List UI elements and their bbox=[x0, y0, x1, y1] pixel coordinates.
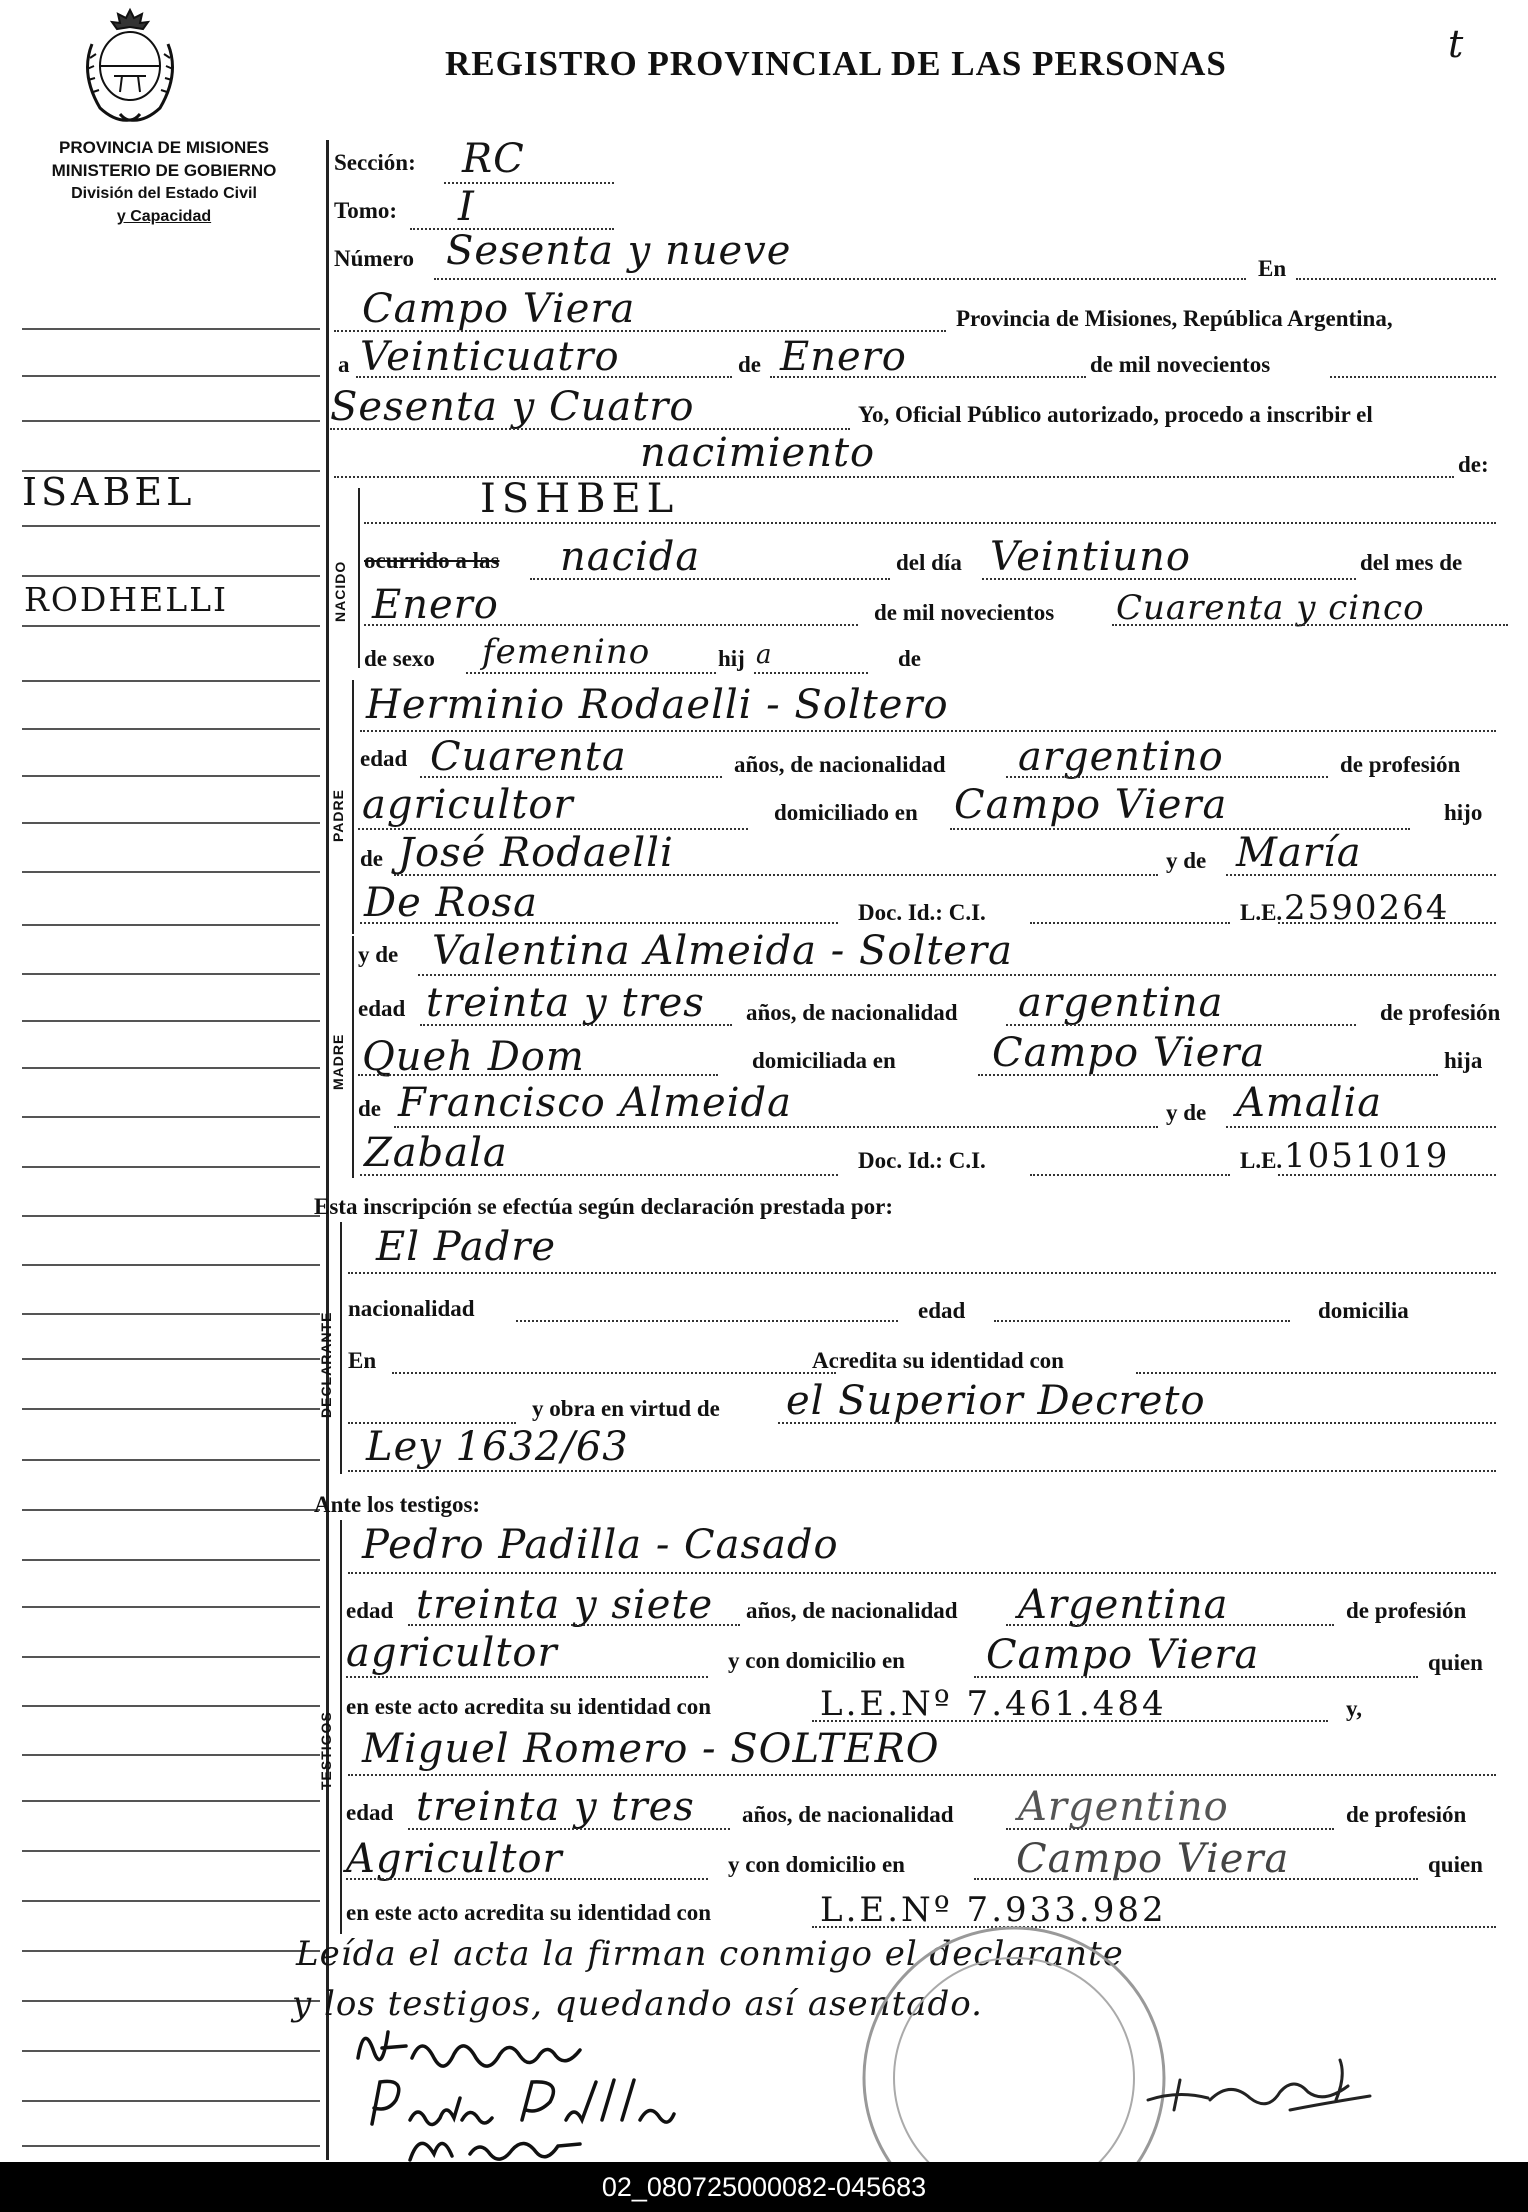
document-title: REGISTRO PROVINCIAL DE LAS PERSONAS bbox=[445, 44, 1227, 83]
office-block bbox=[14, 136, 314, 228]
testigo1-domicilio: Campo Viera bbox=[986, 1632, 1260, 1678]
margin-line bbox=[22, 1358, 320, 1360]
margin-line bbox=[22, 924, 320, 926]
testigo2-id: L.E.Nº 7.933.982 bbox=[820, 1890, 1167, 1930]
acto-label: en este acto acredita su identidad con bbox=[346, 1900, 712, 1925]
margin-line bbox=[22, 1215, 320, 1217]
margin-line bbox=[22, 1606, 320, 1608]
testigo2-nacionalidad: Argentino bbox=[1018, 1784, 1229, 1830]
madre-rule bbox=[352, 936, 354, 1178]
padre-padre: José Rodaelli bbox=[398, 830, 674, 876]
margin-line bbox=[22, 2000, 320, 2002]
main-rule bbox=[326, 140, 329, 2160]
anios-label: años, de nacionalidad bbox=[734, 752, 946, 777]
margin-surname: RODHELLI bbox=[24, 580, 229, 619]
hij-label: hij bbox=[718, 646, 745, 671]
closing-line-1: Leída el acta la firman conmigo el declarante bbox=[296, 1934, 1124, 1974]
sexo-label: de sexo bbox=[364, 646, 435, 671]
closing-line-2: y los testigos, quedando así asentado. bbox=[292, 1984, 983, 2024]
nacido-rule bbox=[358, 488, 360, 668]
margin-line bbox=[22, 1264, 320, 1266]
y-de-label: y de bbox=[358, 942, 399, 967]
doc-label: Doc. Id.: C.I. bbox=[858, 900, 986, 925]
testigo2-profesion: Agricultor bbox=[346, 1836, 563, 1882]
domiciliada-label: domiciliada en bbox=[752, 1048, 896, 1073]
testigo2-nombre: Miguel Romero - SOLTERO bbox=[362, 1726, 940, 1772]
margin-line bbox=[22, 1067, 320, 1069]
a-label: a bbox=[338, 352, 350, 377]
margin-line bbox=[22, 375, 320, 377]
declarante-nombre: El Padre bbox=[376, 1224, 557, 1270]
domiciliado-label: domiciliado en bbox=[774, 800, 918, 825]
padre-nombre: Herminio Rodaelli - Soltero bbox=[366, 682, 949, 728]
de-label: de bbox=[738, 352, 761, 377]
office-capacity: y Capacidad bbox=[116, 208, 212, 225]
seccion-value: RC bbox=[462, 136, 525, 182]
dia-registro: Veinticuatro bbox=[360, 334, 620, 380]
nacido-anio: Cuarenta y cinco bbox=[1116, 588, 1425, 628]
margin-line bbox=[22, 1509, 320, 1511]
file-id-bar: 02_080725000082-045683 bbox=[0, 2162, 1528, 2212]
margin-line bbox=[22, 1656, 320, 1658]
signature-padre bbox=[352, 2018, 632, 2078]
nacido-mes: Enero bbox=[372, 582, 499, 628]
anio-registro: Sesenta y Cuatro bbox=[330, 384, 695, 430]
y-de-label: y de bbox=[1166, 848, 1207, 873]
testigo2-domicilio: Campo Viera bbox=[1016, 1836, 1290, 1882]
corner-mark: t bbox=[1448, 22, 1465, 66]
testigo1-nacionalidad: Argentina bbox=[1018, 1582, 1229, 1628]
margin-line bbox=[22, 2145, 320, 2147]
yo-oficial-label: Yo, Oficial Público autorizado, procedo a inscribir el bbox=[858, 402, 1373, 427]
le-label: L.E. bbox=[1240, 900, 1283, 925]
official-stamp bbox=[844, 1908, 1184, 2168]
margin-line bbox=[22, 1020, 320, 1022]
acredita-label: Acredita su identidad con bbox=[812, 1348, 1064, 1373]
madre-nombre: Valentina Almeida - Soltera bbox=[432, 928, 1013, 974]
margin-line bbox=[22, 1166, 320, 1168]
testigo1-id: L.E.Nº 7.461.484 bbox=[820, 1684, 1167, 1724]
testigo1-profesion: agricultor bbox=[346, 1630, 558, 1676]
mil2-label: de mil novecientos bbox=[874, 600, 1055, 625]
ocurrido-label: ocurrido a las bbox=[364, 548, 500, 573]
ante-label: Ante los testigos: bbox=[314, 1492, 481, 1517]
margin-line bbox=[22, 2100, 320, 2102]
margin-line bbox=[22, 680, 320, 682]
coat-of-arms bbox=[70, 4, 190, 132]
margin-line bbox=[22, 973, 320, 975]
section-padre: PADRE bbox=[330, 789, 346, 842]
office-province: PROVINCIA DE MISIONES bbox=[58, 138, 269, 157]
nacido-hora: nacida bbox=[560, 534, 701, 580]
anios-label: años, de nacionalidad bbox=[746, 1000, 958, 1025]
del-mes-label: del mes de bbox=[1360, 550, 1463, 575]
profesion-label: de profesión bbox=[1340, 752, 1461, 777]
madre-madre-b: Zabala bbox=[364, 1130, 508, 1176]
edad-label: edad bbox=[360, 746, 408, 771]
margin-first-name: ISABEL bbox=[22, 470, 196, 514]
le-label: L.E. bbox=[1240, 1148, 1283, 1173]
margin-line bbox=[22, 1900, 320, 1902]
section-nacido: NACIDO bbox=[332, 560, 348, 622]
del-dia-label: del día bbox=[896, 550, 962, 575]
de-label: de bbox=[898, 646, 921, 671]
con-domicilio-label: y con domicilio en bbox=[728, 1648, 905, 1673]
padre-domicilio: Campo Viera bbox=[954, 782, 1228, 828]
edad-label: edad bbox=[346, 1598, 394, 1623]
margin-line bbox=[22, 1559, 320, 1561]
margin-line bbox=[22, 728, 320, 730]
madre-nacionalidad: argentina bbox=[1018, 980, 1224, 1026]
margin-line bbox=[22, 328, 320, 330]
nacido-nombre: ISHBEL bbox=[480, 476, 680, 522]
de-label: de bbox=[358, 1096, 381, 1121]
y-de-label: y de bbox=[1166, 1100, 1207, 1125]
testigo1-nombre: Pedro Padilla - Casado bbox=[362, 1522, 839, 1568]
section-declarante: DECLARANTE bbox=[318, 1311, 334, 1418]
virtud-label: y obra en virtud de bbox=[532, 1396, 720, 1421]
profesion-label: de profesión bbox=[1380, 1000, 1501, 1025]
madre-madre-a: Amalia bbox=[1236, 1080, 1383, 1126]
nacido-sexo: femenino bbox=[482, 632, 651, 672]
padre-le: 2590264 bbox=[1284, 888, 1450, 928]
padre-edad: Cuarenta bbox=[430, 734, 627, 780]
quien-label: quien bbox=[1428, 1650, 1483, 1675]
padre-nacionalidad: argentino bbox=[1018, 734, 1224, 780]
quien-label: quien bbox=[1428, 1852, 1483, 1877]
signature-oficial bbox=[1140, 2040, 1440, 2130]
madre-profesion: Queh Dom bbox=[362, 1034, 585, 1080]
margin-line bbox=[22, 1459, 320, 1461]
en-label: En bbox=[348, 1348, 377, 1373]
margin-line bbox=[22, 822, 320, 824]
doc-label: Doc. Id.: C.I. bbox=[858, 1148, 986, 1173]
tomo-label: Tomo: bbox=[334, 198, 398, 223]
margin-line bbox=[22, 1705, 320, 1707]
profesion-label: de profesión bbox=[1346, 1802, 1467, 1827]
declarante-virtud: el Superior Decreto bbox=[786, 1378, 1206, 1424]
margin-line bbox=[22, 1408, 320, 1410]
margin-line bbox=[22, 625, 320, 627]
anios-label: años, de nacionalidad bbox=[746, 1598, 958, 1623]
margin-line bbox=[22, 1800, 320, 1802]
signature-testigo2 bbox=[400, 2124, 660, 2162]
madre-edad: treinta y tres bbox=[426, 980, 705, 1026]
con-domicilio-label: y con domicilio en bbox=[728, 1852, 905, 1877]
padre-profesion: agricultor bbox=[362, 782, 574, 828]
profesion-label: de profesión bbox=[1346, 1598, 1467, 1623]
numero-label: Número bbox=[334, 246, 415, 271]
testigo1-edad: treinta y siete bbox=[416, 1582, 714, 1628]
padre-rule bbox=[352, 680, 354, 934]
y-label: y, bbox=[1346, 1696, 1362, 1721]
mes-registro: Enero bbox=[780, 334, 907, 380]
madre-le: 1051019 bbox=[1284, 1136, 1450, 1176]
hijo-label: hijo bbox=[1444, 800, 1483, 825]
mil-label: de mil novecientos bbox=[1090, 352, 1271, 377]
margin-line bbox=[22, 1313, 320, 1315]
edad-label: edad bbox=[918, 1298, 966, 1323]
inscripcion-label: Esta inscripción se efectúa según declaración prestada por: bbox=[314, 1194, 894, 1219]
margin-line bbox=[22, 525, 320, 527]
margin-line bbox=[22, 1754, 320, 1756]
seccion-label: Sección: bbox=[334, 150, 416, 175]
madre-domicilio: Campo Viera bbox=[992, 1030, 1266, 1076]
declarante-rule bbox=[340, 1222, 342, 1474]
acto-label: en este acto acredita su identidad con bbox=[346, 1694, 712, 1719]
en-label: En bbox=[1258, 256, 1287, 281]
provincia-label: Provincia de Misiones, República Argentina, bbox=[956, 306, 1393, 331]
edad-label: edad bbox=[358, 996, 406, 1021]
nacido-dia: Veintiuno bbox=[990, 534, 1191, 580]
margin-line bbox=[22, 871, 320, 873]
acto-value: nacimiento bbox=[640, 430, 876, 476]
margin-line bbox=[22, 1116, 320, 1118]
margin-line bbox=[22, 575, 320, 577]
margin-line bbox=[22, 420, 320, 422]
tomo-value: I bbox=[458, 184, 475, 230]
hija-label: hija bbox=[1444, 1048, 1483, 1073]
numero-value: Sesenta y nueve bbox=[446, 228, 792, 274]
domicilia-label: domicilia bbox=[1318, 1298, 1409, 1323]
anios-label: años, de nacionalidad bbox=[742, 1802, 954, 1827]
padre-madre-a: María bbox=[1236, 830, 1362, 876]
margin-line bbox=[22, 2050, 320, 2052]
section-testigos: TESTIGOS bbox=[318, 1711, 334, 1790]
padre-madre-b: De Rosa bbox=[364, 880, 539, 926]
nacido-hij-suffix: a bbox=[756, 640, 773, 670]
edad-label: edad bbox=[346, 1800, 394, 1825]
margin-line bbox=[22, 1950, 320, 1952]
margin-line bbox=[22, 1850, 320, 1852]
margin-line bbox=[22, 775, 320, 777]
madre-padre: Francisco Almeida bbox=[398, 1080, 792, 1126]
section-madre: MADRE bbox=[330, 1033, 346, 1090]
office-ministry: MINISTERIO DE GOBIERNO bbox=[51, 161, 277, 180]
declarante-ley: Ley 1632/63 bbox=[366, 1424, 629, 1470]
de-colon-label: de: bbox=[1458, 452, 1489, 477]
lugar-value: Campo Viera bbox=[362, 286, 636, 332]
testigo2-edad: treinta y tres bbox=[416, 1784, 695, 1830]
nacionalidad-label: nacionalidad bbox=[348, 1296, 475, 1321]
testigos-rule bbox=[340, 1520, 342, 1934]
de-label: de bbox=[360, 846, 383, 871]
office-division: División del Estado Civil bbox=[71, 185, 257, 202]
